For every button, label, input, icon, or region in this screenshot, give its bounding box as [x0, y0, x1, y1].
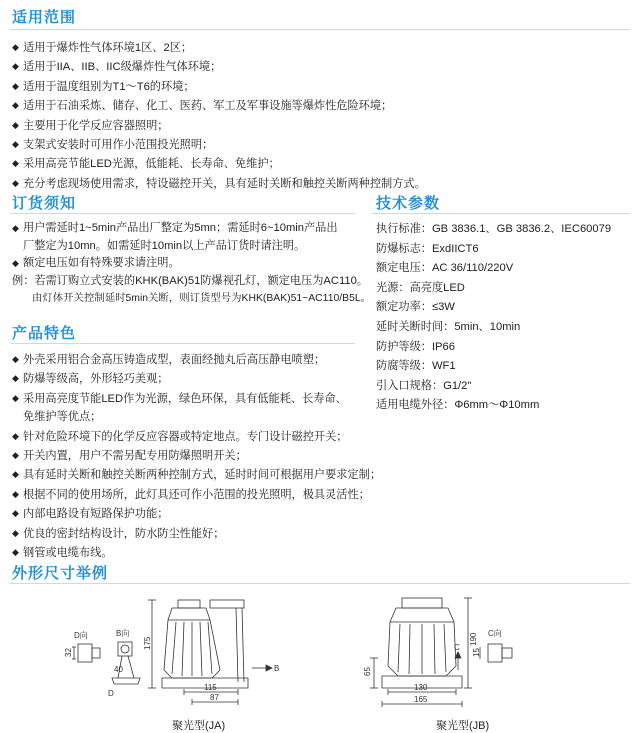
list-item: ◆ 采用高亮度节能LED作为光源，绿色环保，具有低能耗、长寿命、 — [12, 389, 381, 408]
bullet-icon: ◆ — [12, 392, 19, 403]
list-item-continuation: 免维护等优点； — [23, 411, 102, 424]
bullet-icon: ◆ — [12, 61, 19, 72]
spec-anticorrosion: 防腐等级：WF1 — [376, 360, 456, 373]
ja-dim-115: 115 — [204, 683, 217, 692]
bullet-icon: ◆ — [12, 508, 19, 519]
ja-d-arrow-label: D — [108, 689, 114, 698]
ja-b-arrow-label: B — [274, 664, 280, 673]
bullet-icon: ◆ — [12, 354, 19, 364]
ja-d-view-detail — [72, 644, 100, 662]
jb-c-arrow-label: C — [454, 643, 460, 652]
spec-ex-mark: 防爆标志：ExdIICT6 — [376, 242, 479, 255]
features-list — [12, 350, 381, 562]
list-item: ◆ 采用高亮节能LED光源，低能耗、长寿命、免维护； — [12, 154, 426, 173]
jb-dim-190: 190 — [469, 632, 478, 646]
ja-dim-32: 32 — [64, 648, 73, 657]
jb-lamp-body — [382, 598, 462, 688]
ja-lamp-body — [162, 600, 248, 688]
ja-dim-87: 87 — [210, 693, 219, 702]
bullet-icon: ◆ — [12, 158, 19, 169]
ja-d-view-label: D向 — [74, 631, 88, 640]
list-item: ◆ 内部电路设有短路保护功能； — [12, 504, 381, 523]
ja-b-view-bracket — [112, 642, 140, 684]
jb-c-view-detail — [480, 644, 512, 662]
list-item: ◆ 主要用于化学反应容器照明； — [12, 116, 426, 135]
bullet-icon: ◆ — [12, 469, 19, 480]
bullet-icon: ◆ — [12, 430, 19, 441]
order-rule — [10, 213, 355, 214]
spec-power: 额定功率：≤3W — [376, 301, 455, 314]
jb-dimension-drawing — [340, 592, 540, 718]
specs-list — [376, 220, 611, 416]
list-item: ◆ 针对危险环境下的化学反应容器或特定地点。专门设计磁控开关； — [12, 427, 381, 446]
features-rule — [10, 343, 355, 344]
bullet-icon: ◆ — [12, 177, 19, 188]
list-item: ◆ 适用于石油采炼、储存、化工、医药、军工及军事设施等爆炸性危险环境； — [12, 96, 426, 115]
list-item: ◆ 根据不同的使用场所，此灯具还可作小范围的投光照明，极具灵活性； — [12, 485, 381, 504]
bullet-icon: ◆ — [12, 42, 19, 52]
bullet-icon: ◆ — [12, 80, 19, 91]
jb-dim-130: 130 — [414, 683, 428, 692]
order-example: 由灯体开关控制延时5min关断，则订货型号为KHK(BAK)51~AC110/B5L。 — [32, 293, 372, 304]
features-title: 产品特色 — [12, 325, 77, 342]
order-line: 厂整定为10mn。如需延时10min以上产品订货时请注明。 — [23, 239, 306, 252]
scope-title: 适用范围 — [12, 9, 77, 26]
dimensions-title: 外形尺寸举例 — [12, 565, 109, 582]
order-line: ◆ 用户需延时1~5min产品出厂整定为5mn；需延时6~10min产品出 — [12, 222, 338, 234]
list-item: ◆ 具有延时关断和触控关断两种控制方式，延时时间可根据用户要求定制； — [12, 465, 381, 484]
bullet-icon: ◆ — [12, 100, 19, 111]
scope-list — [12, 38, 426, 193]
list-item: ◆ 防爆等级高，外形轻巧美观； — [12, 369, 381, 388]
jb-dim-165: 165 — [414, 695, 428, 704]
bullet-icon: ◆ — [12, 527, 19, 538]
list-item: ◆ 适用于爆炸性气体环境1区、2区； — [12, 38, 426, 57]
list-item: ◆ 充分考虑现场使用需求，特设磁控开关，具有延时关断和触控关断两种控制方式。 — [12, 174, 426, 193]
specs-title: 技术参数 — [376, 195, 441, 212]
ja-dim-40: 40 — [114, 665, 123, 674]
jb-dim-65: 65 — [363, 667, 372, 676]
bullet-icon: ◆ — [12, 373, 19, 384]
bullet-icon: ◆ — [12, 119, 19, 130]
jb-caption: 聚光型(JB) — [436, 720, 490, 732]
order-title: 订货须知 — [12, 195, 77, 212]
ja-caption: 聚光型(JA) — [172, 720, 226, 732]
ja-dimension-drawing — [60, 592, 300, 718]
list-item: ◆ 钢管或电缆布线。 — [12, 543, 381, 562]
list-item: ◆ 适用于IIA、IIB、IIC级爆炸性气体环境； — [12, 57, 426, 76]
list-item: ◆ 优良的密封结构设计，防水防尘性能好； — [12, 524, 381, 543]
spec-light-source: 光源：高亮度LED — [376, 281, 465, 294]
specs-rule — [372, 213, 630, 214]
ja-dim-175: 175 — [143, 636, 152, 650]
bullet-icon: ◆ — [12, 488, 19, 499]
order-line: ◆ 额定电压如有特殊要求请注明。 — [12, 257, 180, 269]
bullet-icon: ◆ — [12, 139, 19, 150]
list-item: ◆ 支架式安装时可用作小范围投光照明； — [12, 135, 426, 154]
order-notes — [12, 220, 371, 308]
list-item: ◆ 开关内置，用户不需另配专用防爆照明开关； — [12, 446, 381, 465]
spec-delay: 延时关断时间：5min、10min — [376, 320, 521, 333]
spec-entry: 引入口规格：G1/2" — [376, 379, 472, 392]
dimensions-rule — [10, 583, 630, 584]
order-example: 例：若需订购立式安装的KHK(BAK)51防爆视孔灯，额定电压为AC110。 — [12, 274, 368, 287]
spec-cable: 适用电缆外径：Φ6mm～Φ10mm — [376, 399, 540, 412]
list-item: ◆ 外壳采用铝合金高压铸造成型，表面经抛丸后高压静电喷塑； — [12, 350, 381, 369]
spec-standard: 执行标准：GB 3836.1、GB 3836.2、IEC60079 — [376, 223, 612, 235]
scope-rule — [10, 29, 630, 30]
jb-dim-15: 15 — [472, 648, 481, 657]
spec-voltage: 额定电压：AC 36/110/220V — [376, 262, 514, 275]
ja-b-view-label: B向 — [116, 629, 130, 638]
list-item: ◆ 适用于温度组别为T1～T6的环境； — [12, 77, 426, 96]
spec-ip: 防护等级：IP66 — [376, 340, 455, 353]
bullet-icon: ◆ — [12, 450, 19, 461]
bullet-icon: ◆ — [12, 547, 19, 558]
jb-c-view-label: C向 — [488, 629, 502, 638]
